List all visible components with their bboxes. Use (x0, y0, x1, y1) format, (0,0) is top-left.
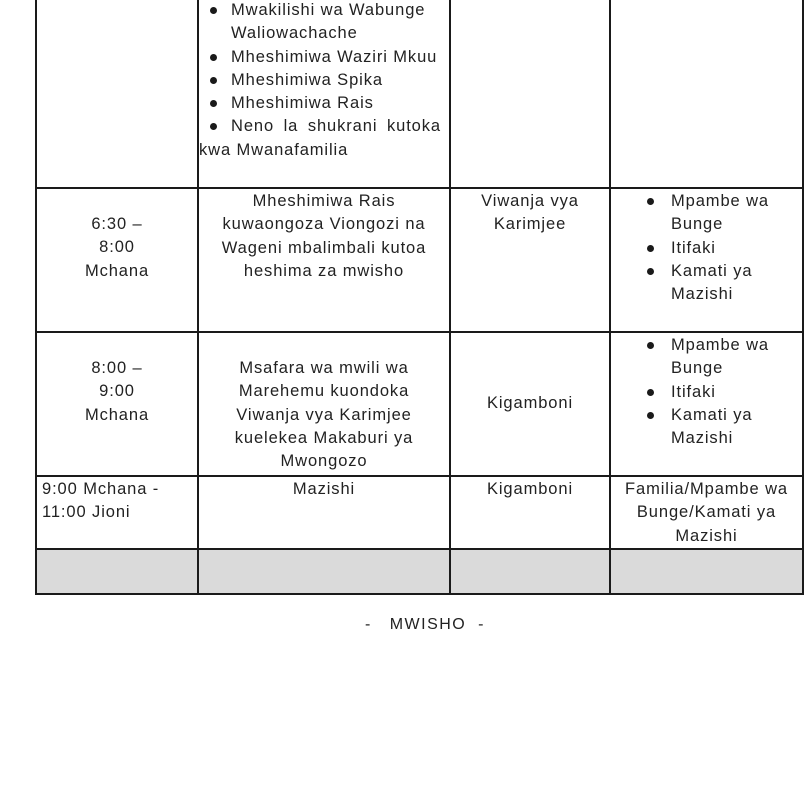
table-row (36, 188, 803, 332)
list-item: Mheshimiwa Waziri Mkuu (199, 46, 449, 69)
empty-cell (610, 549, 803, 594)
time-text: 9:00 Mchana - 11:00 Jioni (42, 480, 160, 522)
place-cell (450, 332, 610, 476)
event-text: Mheshimiwa Rais kuwaongoza Viongozi na Wageni mbalimbali kutoa heshima za mwisho (221, 192, 427, 280)
empty-cell (36, 549, 198, 594)
table-row (36, 476, 803, 549)
place-cell (450, 476, 610, 549)
time-cell (36, 188, 198, 332)
list-item: Mheshimiwa Spika (199, 69, 449, 92)
time-cell (36, 0, 198, 188)
responsible-cell (610, 0, 803, 188)
table-row (36, 0, 803, 188)
responsible-cell (610, 188, 803, 332)
place-cell (450, 0, 610, 188)
time-text: 8:00 – 9:00 Mchana (84, 359, 150, 424)
list-item: Neno la shukrani kutoka kwa Mwanafamilia (199, 115, 449, 162)
schedule-table (35, 0, 804, 595)
responsible-list (611, 189, 802, 306)
responsible-cell (610, 476, 803, 549)
time-text: 6:30 – 8:00 Mchana (84, 215, 150, 280)
place-text: Viwanja vya Karimjee (481, 192, 579, 234)
time-cell (36, 476, 198, 549)
responsible-list (611, 333, 802, 450)
event-cell (198, 332, 450, 476)
event-cell (198, 188, 450, 332)
event-text: Msafara wa mwili wa Marehemu kuondoka Viwanja vya Karimjee kuelekea Makaburi ya Mwongozo (234, 359, 414, 471)
event-cell (198, 0, 450, 188)
place-text: Kigamboni (486, 480, 574, 498)
list-item: Mheshimiwa Rais (199, 92, 449, 115)
list-item: Itifaki (611, 381, 802, 404)
event-text: Mazishi (292, 480, 356, 498)
event-cell (198, 476, 450, 549)
end-marker: - MWISHO - (365, 616, 485, 633)
event-list (199, 0, 449, 162)
empty-cell (450, 549, 610, 594)
list-item: Mpambe wa Bunge (611, 190, 802, 237)
list-item: Mpambe wa Bunge (611, 334, 802, 381)
place-cell (450, 188, 610, 332)
time-cell (36, 332, 198, 476)
list-item: Kamati ya Mazishi (611, 260, 802, 307)
responsible-text: Familia/Mpambe wa Bunge/Kamati ya Mazishi (625, 480, 788, 545)
list-item: Kamati ya Mazishi (611, 404, 802, 451)
empty-cell (198, 549, 450, 594)
place-text: Kigamboni (486, 394, 574, 412)
table-row (36, 549, 803, 594)
table-row (36, 332, 803, 476)
responsible-cell (610, 332, 803, 476)
list-item: Itifaki (611, 237, 802, 260)
list-item: Mwakilishi wa Wabunge Waliowachache (199, 0, 449, 46)
